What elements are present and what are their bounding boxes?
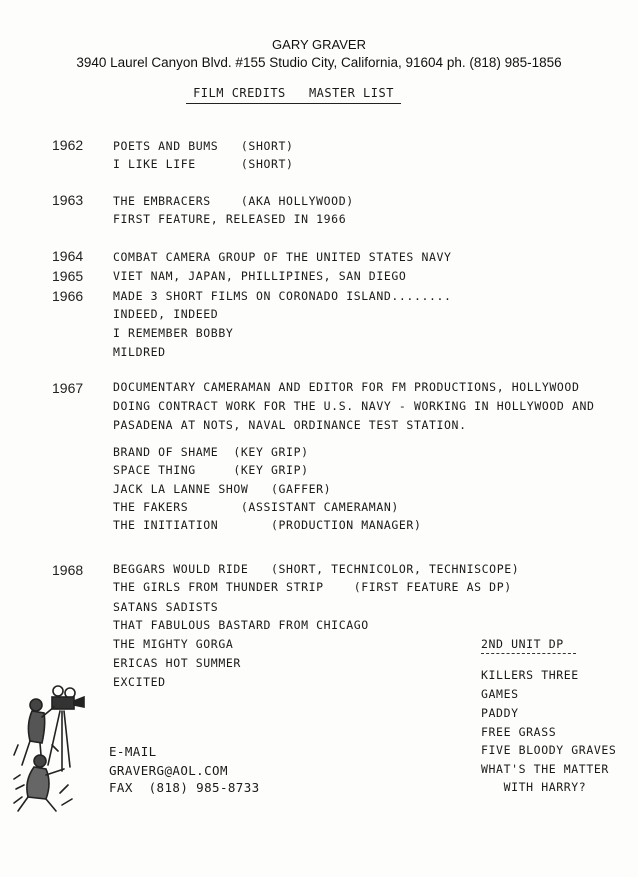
second-unit-item: WHAT'S THE MATTER [481, 762, 609, 776]
page-title: FILM CREDITS MASTER LIST [186, 86, 401, 104]
credit-line: DOCUMENTARY CAMERAMAN AND EDITOR FOR FM PRODUCTIONS, HOLLYWOOD [113, 380, 580, 394]
credit-line: VIET NAM, JAPAN, PHILLIPINES, SAN DIEGO [113, 269, 407, 283]
cameraman-illustration-icon [12, 685, 102, 815]
credit-line: I REMEMBER BOBBY [113, 326, 234, 340]
second-unit-item: FREE GRASS [481, 725, 557, 739]
credit-line: MILDRED [113, 345, 166, 359]
year-label: 1966 [52, 288, 84, 304]
credit-line: I LIKE LIFE (SHORT) [113, 157, 294, 171]
header-name: GARY GRAVER [272, 37, 366, 52]
year-label: 1963 [52, 192, 84, 208]
second-unit-heading: 2ND UNIT DP [481, 637, 576, 654]
credit-line: ERICAS HOT SUMMER [113, 656, 241, 670]
credit-line: SATANS SADISTS [113, 600, 219, 614]
credit-line: INDEED, INDEED [113, 307, 219, 321]
credit-line: THE FAKERS (ASSISTANT CAMERAMAN) [113, 500, 399, 514]
credit-line: DOING CONTRACT WORK FOR THE U.S. NAVY - WORKING IN HOLLYWOOD AND [113, 399, 595, 413]
email-label: E-MAIL [109, 744, 157, 759]
year-label: 1968 [52, 562, 84, 578]
header-address: 3940 Laurel Canyon Blvd. #155 Studio City, California, 91604 ph. (818) 985-1856 [76, 55, 562, 70]
year-label: 1964 [52, 248, 84, 264]
credit-line: MADE 3 SHORT FILMS ON CORONADO ISLAND........ [113, 289, 452, 303]
year-label: 1967 [52, 380, 84, 396]
second-unit-item: KILLERS THREE [481, 668, 579, 682]
credit-line: FIRST FEATURE, RELEASED IN 1966 [113, 212, 347, 226]
second-unit-item: WITH HARRY? [481, 780, 587, 794]
second-unit-item: PADDY [481, 706, 519, 720]
fax-number: FAX (818) 985-8733 [109, 780, 260, 795]
credit-line: BRAND OF SHAME (KEY GRIP) [113, 445, 309, 459]
year-label: 1962 [52, 137, 84, 153]
year-label: 1965 [52, 268, 84, 284]
credit-line: SPACE THING (KEY GRIP) [113, 463, 309, 477]
second-unit-item: GAMES [481, 687, 519, 701]
credit-line: EXCITED [113, 675, 166, 689]
credit-line: THE GIRLS FROM THUNDER STRIP (FIRST FEATURE AS DP) [113, 580, 512, 594]
credit-line: POETS AND BUMS (SHORT) [113, 139, 294, 153]
credit-line: JACK LA LANNE SHOW (GAFFER) [113, 482, 332, 496]
credit-line: THE EMBRACERS (AKA HOLLYWOOD) [113, 194, 354, 208]
credit-line: THE MIGHTY GORGA [113, 637, 234, 651]
credit-line: COMBAT CAMERA GROUP OF THE UNITED STATES NAVY [113, 250, 452, 264]
second-unit-item: FIVE BLOODY GRAVES [481, 743, 617, 757]
credit-line: BEGGARS WOULD RIDE (SHORT, TECHNICOLOR, TECHNISCOPE) [113, 562, 520, 576]
email-address: GRAVERG@AOL.COM [109, 763, 228, 778]
credit-line: THE INITIATION (PRODUCTION MANAGER) [113, 518, 422, 532]
credit-line: THAT FABULOUS BASTARD FROM CHICAGO [113, 618, 369, 632]
credit-line: PASADENA AT NOTS, NAVAL ORDINANCE TEST STATION. [113, 418, 467, 432]
